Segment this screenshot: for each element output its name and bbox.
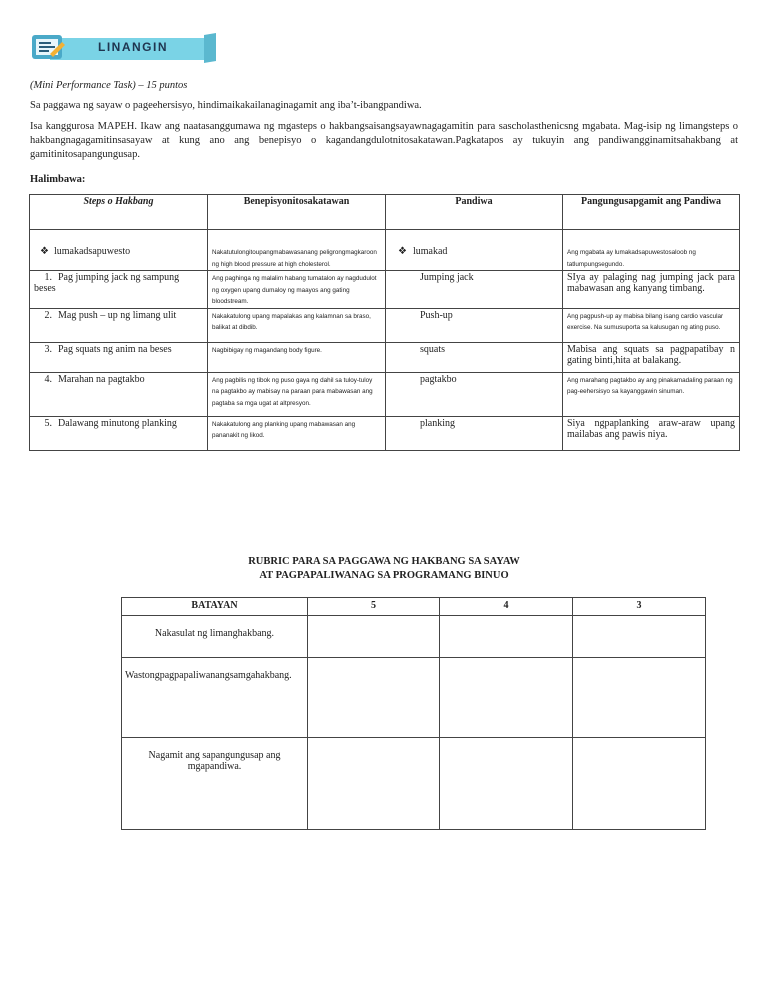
section-banner (28, 30, 214, 64)
rubric-table (121, 597, 706, 830)
table-row (30, 230, 740, 271)
benefit-cell (208, 416, 386, 450)
benefit-text: Nakatutulongitoupangmabawasanang peligrongmagkaroon ng high blood pressure at high cholesterol. (212, 249, 377, 268)
step-text: Pag jumping jack ng sampung beses (34, 272, 180, 294)
step-marker: 3. (44, 343, 52, 355)
rubric-header-batayan: BATAYAN (122, 598, 308, 616)
rubric-score-cell[interactable] (308, 658, 440, 738)
sentence-text: SIya ay palaging nag jumping jack para mabawasan ang kanyang timbang. (567, 272, 735, 294)
verb-cell (386, 271, 563, 309)
step-cell (30, 230, 208, 271)
table-header-row (30, 195, 740, 230)
example-label: Halimbawa: (30, 174, 86, 185)
verb-text: Jumping jack (420, 272, 474, 283)
rubric-score-cell[interactable] (308, 616, 440, 658)
sentence-cell (563, 416, 740, 450)
sentence-cell (563, 372, 740, 416)
benefit-cell (208, 342, 386, 372)
step-cell (30, 342, 208, 372)
rubric-header-5: 5 (308, 598, 440, 616)
step-marker: ❖ (40, 246, 49, 257)
verb-cell (386, 416, 563, 450)
step-cell (30, 416, 208, 450)
step-marker: 5. (44, 417, 52, 429)
table-row (30, 416, 740, 450)
table-row (30, 271, 740, 309)
verb-cell (386, 308, 563, 342)
verb-marker: ❖ (398, 246, 407, 257)
step-cell (30, 372, 208, 416)
header-verb: Pandiwa (386, 195, 563, 230)
intro-text: Sa paggawa ng sayaw o pageehersisyo, hindimaikakailanaginagamit ang iba’t-ibangpandiwa. (30, 100, 422, 111)
rubric-score-cell[interactable] (573, 658, 706, 738)
benefit-text: Nakakatulong upang mapalakas ang kalamnan sa braso, balikat at dibdib. (212, 312, 371, 331)
rubric-criterion: Nakasulat ng limanghakbang. (122, 616, 308, 658)
verb-cell (386, 230, 563, 271)
task-line: (Mini Performance Task) – 15 puntos (30, 80, 188, 91)
rubric-score-cell[interactable] (573, 616, 706, 658)
benefit-cell (208, 271, 386, 309)
instructions-text: Isa kanggurosa MAPEH. Ikaw ang naatasanggumawa ng mgasteps o hakbangsaisangsayawnagagamitin para sascholasthenicsng mgabata. Mag-isip ng limangsteps o hakbangnagagamitinsasayaw at kung ano ang benepisyo o kagandangdulotnitosakatawan.Pagkatapos ay tukuyin ang pandiwangginamitsahakbang at gamitinitosapangungusap. (30, 121, 738, 160)
table-row (30, 308, 740, 342)
step-text: Dalawang minutong planking (58, 417, 177, 429)
rubric-title-line1: RUBRIC PARA SA PAGGAWA NG HAKBANG SA SAYAW (248, 556, 520, 567)
table-row (30, 342, 740, 372)
rubric-row (122, 658, 706, 738)
verb-text: lumakad (412, 246, 448, 257)
step-text: lumakadsapuwesto (54, 246, 131, 257)
benefit-text: Ang pagbilis ng tibok ng puso gaya ng dahil sa tuloy-tuloy na pagtakbo ay mabisay na paraan para mabawasan ang pagtaba sa mga ugat at altpresyon. (212, 376, 373, 407)
rubric-criterion: Nagamit ang sapangungusap ang mgapandiwa. (122, 738, 308, 830)
step-cell (30, 271, 208, 309)
sentence-text: Siya ngpaplanking araw-araw upang mailabas ang pawis niya. (567, 417, 735, 440)
verb-cell (386, 372, 563, 416)
rubric-score-cell[interactable] (440, 738, 573, 830)
sentence-cell (563, 308, 740, 342)
benefit-text: Nagbibigay ng magandang body figure. (212, 346, 322, 354)
step-text: Pag squats ng anim na beses (58, 343, 172, 355)
benefit-cell (208, 308, 386, 342)
rubric-title-line2: AT PAGPAPALIWANAG SA PROGRAMANG BINUO (259, 570, 509, 581)
rubric-header-row (122, 598, 706, 616)
step-text: Mag push – up ng limang ulit (58, 309, 177, 321)
verb-text: planking (420, 417, 455, 429)
sentence-text: Mabisa ang squats sa pagpapatibay n gating binti,hita at balakang. (567, 343, 735, 366)
header-steps: Steps o Hakbang (30, 195, 208, 230)
rubric-score-cell[interactable] (308, 738, 440, 830)
benefit-cell (208, 230, 386, 271)
sentence-text: Ang marahang pagtakbo ay ang pinakamadaling paraan ng pag-eehersisyo sa kayanggawin sinuman. (567, 376, 733, 395)
rubric-row (122, 616, 706, 658)
sentence-text: Ang mgabata ay lumakadsapuwestosaloob ng tatlumpungsegundo. (567, 249, 696, 268)
verb-cell (386, 342, 563, 372)
rubric-header-4: 4 (440, 598, 573, 616)
rubric-row (122, 738, 706, 830)
header-sentence: Pangungusapgamit ang Pandiwa (563, 195, 740, 230)
verb-text: squats (420, 343, 445, 355)
rubric-score-cell[interactable] (573, 738, 706, 830)
benefit-cell (208, 372, 386, 416)
sentence-cell (563, 271, 740, 309)
benefit-text: Ang paghinga ng malalim habang tumatalon ay nagdudulot ng oxygen upang dumaloy ng maayos ang gating bloodstream. (212, 275, 377, 305)
banner-fold (204, 33, 216, 63)
benefit-text: Nakakatulong ang planking upang mabawasan ang pananakit ng likod. (212, 420, 356, 439)
sentence-cell (563, 342, 740, 372)
rubric-criterion: Wastongpagpapaliwanangsamgahakbang. (122, 658, 308, 738)
banner-label: LINANGIN (98, 40, 168, 54)
sentence-text: Ang pagpush-up ay mabisa bilang isang cardio vascular exercise. Na sumusuporta sa kalusugan ng ating puso. (567, 312, 724, 331)
rubric-score-cell[interactable] (440, 616, 573, 658)
verb-text: pagtakbo (420, 373, 457, 385)
step-cell (30, 308, 208, 342)
header-benefit: Benepisyonitosakatawan (208, 195, 386, 230)
clipboard-icon (28, 30, 68, 64)
sentence-cell (563, 230, 740, 271)
step-marker: 4. (44, 373, 52, 385)
rubric-header-3: 3 (573, 598, 706, 616)
step-text: Marahan na pagtakbo (58, 373, 145, 385)
verb-text: Push-up (420, 309, 453, 321)
example-table (29, 194, 740, 451)
rubric-score-cell[interactable] (440, 658, 573, 738)
step-marker: 1. (44, 272, 52, 283)
table-row (30, 372, 740, 416)
step-marker: 2. (44, 309, 52, 321)
